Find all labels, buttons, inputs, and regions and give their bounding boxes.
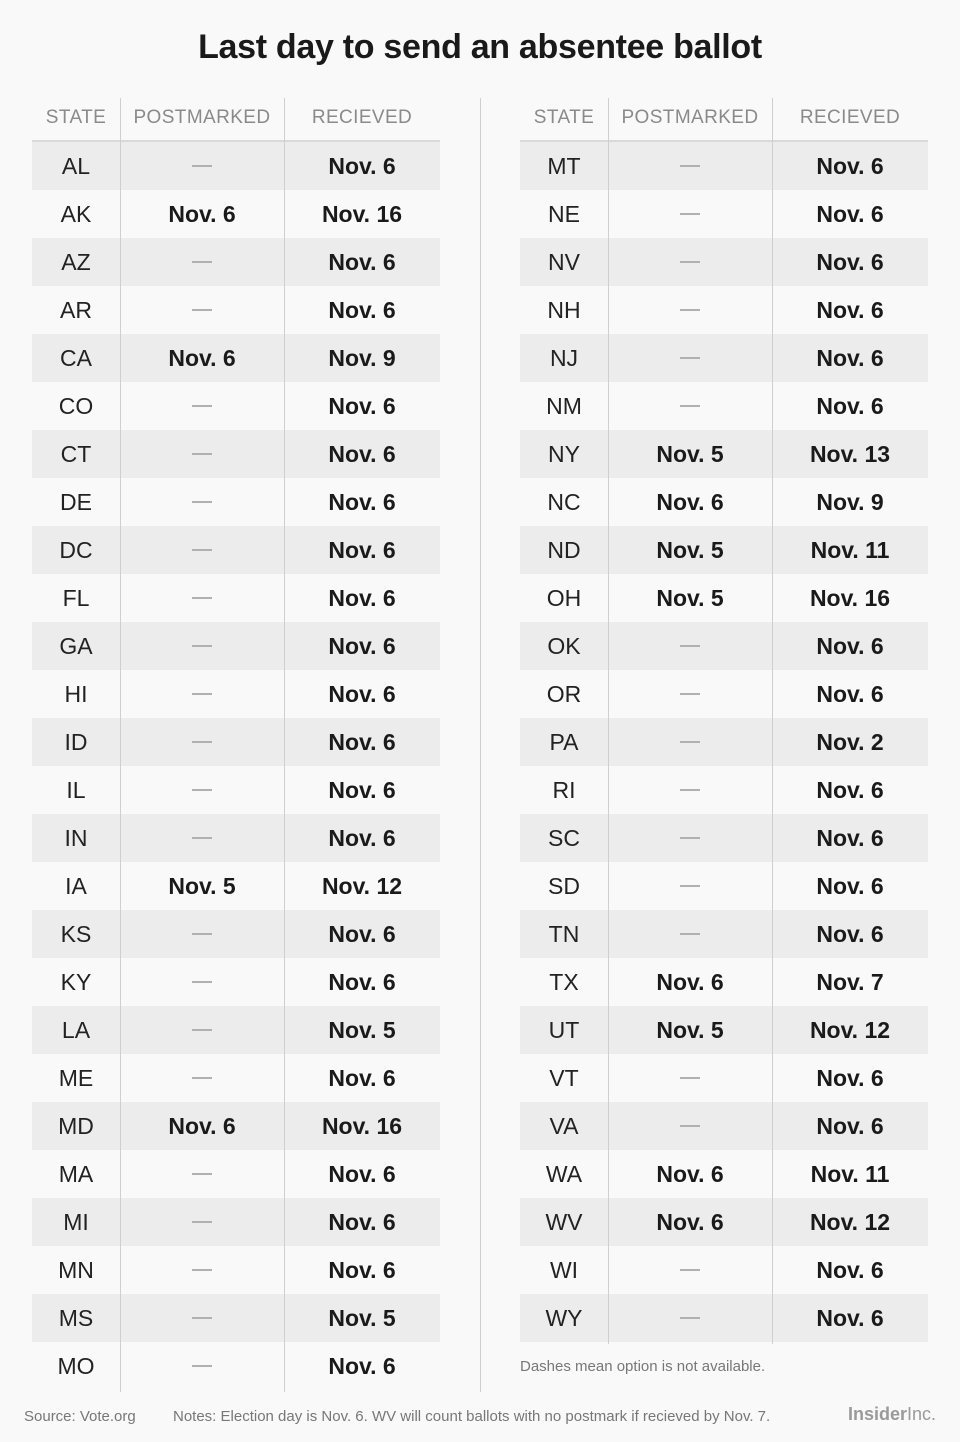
dash-mark — [680, 405, 700, 407]
table-row — [32, 1150, 440, 1198]
postmarked-cell — [120, 238, 284, 286]
received-cell: Nov. 6 — [328, 1160, 396, 1187]
postmarked-cell: Nov. 6 — [168, 1112, 236, 1139]
received-cell: Nov. 6 — [816, 248, 884, 275]
state-cell: UT — [548, 1016, 580, 1043]
state-cell: CO — [58, 392, 94, 419]
table-row — [520, 1102, 928, 1150]
table-row — [520, 142, 928, 190]
table-row — [32, 1342, 440, 1390]
received-cell: Nov. 6 — [816, 1064, 884, 1091]
received-cell: Nov. 6 — [816, 344, 884, 371]
state-cell: WV — [545, 1208, 583, 1235]
state-cell: ND — [547, 536, 581, 563]
table-row — [520, 478, 928, 526]
column-divider — [284, 98, 285, 1392]
state-cell: MS — [58, 1304, 94, 1331]
dash-mark — [192, 1029, 212, 1031]
state-cell: WY — [545, 1304, 583, 1331]
received-cell: Nov. 6 — [328, 1256, 396, 1283]
received-cell: Nov. 12 — [809, 1016, 891, 1043]
postmarked-cell: Nov. 6 — [656, 1160, 724, 1187]
dash-mark — [192, 837, 212, 839]
dash-mark — [680, 1077, 700, 1079]
table-row — [32, 1294, 440, 1342]
postmarked-cell — [608, 1102, 772, 1150]
postmarked-cell: Nov. 5 — [656, 536, 724, 563]
state-cell: SD — [548, 872, 580, 899]
table-row — [520, 190, 928, 238]
table-row — [32, 526, 440, 574]
dash-mark — [192, 1077, 212, 1079]
postmarked-cell — [120, 622, 284, 670]
table-row — [32, 910, 440, 958]
received-cell: Nov. 6 — [328, 488, 396, 515]
notes-text: Notes: Election day is Nov. 6. WV will count ballots with no postmark if recieved by Nov. 7. — [173, 1408, 771, 1425]
column-divider — [120, 98, 121, 1392]
received-cell: Nov. 6 — [328, 584, 396, 611]
state-cell: NE — [548, 200, 580, 227]
dash-mark — [192, 933, 212, 935]
state-cell: NH — [547, 296, 581, 323]
table-right — [520, 96, 928, 1342]
dash-mark — [680, 1317, 700, 1319]
postmarked-cell: Nov. 6 — [168, 200, 236, 227]
dash-mark — [192, 165, 212, 167]
postmarked-cell: Nov. 5 — [656, 1016, 724, 1043]
dash-mark — [192, 645, 212, 647]
dash-mark — [192, 1317, 212, 1319]
table-row — [32, 814, 440, 862]
table-row — [520, 718, 928, 766]
postmarked-cell — [120, 526, 284, 574]
table-row — [32, 862, 440, 910]
postmarked-cell — [120, 1006, 284, 1054]
table-row — [32, 142, 440, 190]
received-cell: Nov. 6 — [816, 152, 884, 179]
postmarked-cell: Nov. 5 — [656, 584, 724, 611]
postmarked-cell — [608, 286, 772, 334]
table-row — [520, 382, 928, 430]
dash-mark — [192, 1221, 212, 1223]
state-cell: NJ — [549, 344, 579, 371]
dash-mark — [192, 693, 212, 695]
table-row — [520, 766, 928, 814]
dash-mark — [680, 645, 700, 647]
dash-mark — [192, 405, 212, 407]
column-divider — [608, 98, 609, 1344]
dashes-note: Dashes mean option is not available. — [520, 1358, 766, 1375]
state-cell: VT — [549, 1064, 579, 1091]
dash-mark — [680, 885, 700, 887]
table-row — [32, 1102, 440, 1150]
table-row — [32, 958, 440, 1006]
state-cell: ID — [64, 728, 88, 755]
state-cell: MT — [547, 152, 581, 179]
received-cell: Nov. 9 — [816, 488, 884, 515]
dash-mark — [192, 501, 212, 503]
table-row — [32, 574, 440, 622]
state-cell: MA — [58, 1160, 94, 1187]
dash-mark — [192, 549, 212, 551]
state-cell: MO — [57, 1352, 95, 1379]
brand-suffix: Inc. — [906, 1404, 936, 1424]
postmarked-cell — [608, 142, 772, 190]
header-received: RECIEVED — [799, 107, 901, 128]
received-cell: Nov. 6 — [816, 824, 884, 851]
dash-mark — [680, 309, 700, 311]
received-cell: Nov. 6 — [328, 632, 396, 659]
received-cell: Nov. 6 — [816, 680, 884, 707]
received-cell: Nov. 12 — [321, 872, 403, 899]
postmarked-cell — [608, 334, 772, 382]
table-row — [32, 382, 440, 430]
state-cell: VA — [549, 1112, 579, 1139]
table-row — [520, 1150, 928, 1198]
table-row — [520, 526, 928, 574]
dash-mark — [680, 261, 700, 263]
received-cell: Nov. 6 — [328, 1208, 396, 1235]
state-cell: MD — [58, 1112, 94, 1139]
state-cell: MI — [63, 1208, 89, 1235]
state-cell: PA — [549, 728, 579, 755]
table-row — [32, 478, 440, 526]
postmarked-cell — [120, 1198, 284, 1246]
state-cell: KY — [60, 968, 92, 995]
received-cell: Nov. 6 — [816, 872, 884, 899]
header-received: RECIEVED — [311, 107, 413, 128]
table-row — [520, 862, 928, 910]
header-state: STATE — [45, 107, 107, 128]
table-row — [520, 910, 928, 958]
header-state: STATE — [533, 107, 595, 128]
table-row — [32, 718, 440, 766]
state-cell: WA — [545, 1160, 583, 1187]
postmarked-cell: Nov. 5 — [168, 872, 236, 899]
received-cell: Nov. 6 — [328, 392, 396, 419]
postmarked-cell — [608, 766, 772, 814]
brand-name: Insider — [847, 1404, 907, 1424]
header-postmarked: POSTMARKED — [621, 107, 759, 128]
table-header — [32, 96, 440, 140]
postmarked-cell — [608, 814, 772, 862]
dash-mark — [680, 933, 700, 935]
state-cell: WI — [549, 1256, 579, 1283]
postmarked-cell — [608, 238, 772, 286]
dash-mark — [680, 837, 700, 839]
state-cell: NM — [546, 392, 582, 419]
dash-mark — [192, 1365, 212, 1367]
dash-mark — [192, 789, 212, 791]
state-cell: IL — [66, 776, 86, 803]
table-row — [520, 1294, 928, 1342]
postmarked-cell — [608, 862, 772, 910]
dash-mark — [192, 261, 212, 263]
received-cell: Nov. 16 — [321, 200, 403, 227]
dash-mark — [680, 789, 700, 791]
table-row — [32, 334, 440, 382]
brand-logo — [848, 1404, 936, 1425]
state-cell: OK — [547, 632, 581, 659]
received-cell: Nov. 6 — [328, 248, 396, 275]
postmarked-cell — [120, 478, 284, 526]
postmarked-cell — [120, 670, 284, 718]
received-cell: Nov. 16 — [809, 584, 891, 611]
received-cell: Nov. 6 — [816, 1304, 884, 1331]
postmarked-cell — [120, 814, 284, 862]
dash-mark — [192, 1269, 212, 1271]
postmarked-cell — [120, 1246, 284, 1294]
received-cell: Nov. 6 — [816, 920, 884, 947]
dash-mark — [680, 1269, 700, 1271]
table-row — [32, 190, 440, 238]
header-postmarked: POSTMARKED — [133, 107, 271, 128]
dash-mark — [680, 357, 700, 359]
received-cell: Nov. 12 — [809, 1208, 891, 1235]
received-cell: Nov. 6 — [328, 920, 396, 947]
postmarked-cell — [120, 1150, 284, 1198]
state-cell: HI — [64, 680, 88, 707]
state-cell: LA — [61, 1016, 91, 1043]
postmarked-cell — [120, 430, 284, 478]
dash-mark — [680, 741, 700, 743]
table-row — [520, 1006, 928, 1054]
received-cell: Nov. 6 — [328, 536, 396, 563]
table-row — [32, 1198, 440, 1246]
state-cell: DC — [59, 536, 93, 563]
table-row — [520, 958, 928, 1006]
postmarked-cell — [120, 910, 284, 958]
column-divider — [772, 98, 773, 1344]
table-row — [520, 286, 928, 334]
received-cell: Nov. 5 — [328, 1016, 396, 1043]
dash-mark — [192, 309, 212, 311]
state-cell: TN — [548, 920, 580, 947]
state-cell: AZ — [61, 248, 91, 275]
postmarked-cell: Nov. 5 — [656, 440, 724, 467]
table-body — [520, 142, 928, 1342]
received-cell: Nov. 6 — [328, 1352, 396, 1379]
state-cell: NY — [548, 440, 580, 467]
table-row — [520, 1246, 928, 1294]
postmarked-cell — [120, 382, 284, 430]
table-row — [32, 430, 440, 478]
received-cell: Nov. 13 — [809, 440, 891, 467]
state-cell: DE — [60, 488, 92, 515]
postmarked-cell — [120, 142, 284, 190]
table-row — [520, 814, 928, 862]
postmarked-cell — [608, 622, 772, 670]
table-row — [520, 430, 928, 478]
postmarked-cell: Nov. 6 — [656, 968, 724, 995]
postmarked-cell — [608, 670, 772, 718]
table-row — [32, 238, 440, 286]
received-cell: Nov. 6 — [328, 728, 396, 755]
table-row — [520, 334, 928, 382]
postmarked-cell — [608, 382, 772, 430]
postmarked-cell — [608, 718, 772, 766]
postmarked-cell — [608, 1294, 772, 1342]
dash-mark — [680, 213, 700, 215]
table-row — [520, 670, 928, 718]
dash-mark — [680, 1125, 700, 1127]
table-row — [32, 286, 440, 334]
dash-mark — [192, 597, 212, 599]
table-left — [32, 96, 440, 1390]
postmarked-cell — [120, 286, 284, 334]
state-cell: AR — [60, 296, 92, 323]
received-cell: Nov. 6 — [328, 296, 396, 323]
table-row — [32, 1246, 440, 1294]
table-body — [32, 142, 440, 1390]
postmarked-cell — [608, 1246, 772, 1294]
state-cell: AL — [61, 152, 91, 179]
state-cell: NC — [547, 488, 581, 515]
received-cell: Nov. 6 — [328, 440, 396, 467]
postmarked-cell — [120, 718, 284, 766]
received-cell: Nov. 6 — [328, 1064, 396, 1091]
received-cell: Nov. 11 — [810, 536, 890, 563]
table-row — [32, 670, 440, 718]
chart-title: Last day to send an absentee ballot — [198, 28, 762, 66]
table-row — [32, 1054, 440, 1102]
postmarked-cell — [120, 574, 284, 622]
state-cell: NV — [548, 248, 580, 275]
postmarked-cell — [608, 910, 772, 958]
postmarked-cell: Nov. 6 — [656, 1208, 724, 1235]
state-cell: TX — [549, 968, 579, 995]
postmarked-cell — [120, 958, 284, 1006]
dash-mark — [680, 693, 700, 695]
received-cell: Nov. 6 — [816, 632, 884, 659]
state-cell: OR — [546, 680, 582, 707]
received-cell: Nov. 6 — [816, 776, 884, 803]
table-row — [520, 574, 928, 622]
received-cell: Nov. 6 — [816, 200, 884, 227]
dash-mark — [192, 981, 212, 983]
received-cell: Nov. 6 — [328, 152, 396, 179]
source-note: Source: Vote.org — [24, 1408, 136, 1425]
state-cell: OH — [546, 584, 582, 611]
state-cell: IA — [65, 872, 87, 899]
postmarked-cell: Nov. 6 — [168, 344, 236, 371]
table-row — [520, 238, 928, 286]
received-cell: Nov. 9 — [328, 344, 396, 371]
received-cell: Nov. 6 — [816, 392, 884, 419]
table-header — [520, 96, 928, 140]
dash-mark — [192, 1173, 212, 1175]
dash-mark — [192, 741, 212, 743]
state-cell: RI — [552, 776, 576, 803]
table-row — [32, 622, 440, 670]
dash-mark — [680, 165, 700, 167]
received-cell: Nov. 6 — [328, 968, 396, 995]
postmarked-cell — [120, 1294, 284, 1342]
postmarked-cell — [608, 190, 772, 238]
state-cell: GA — [59, 632, 93, 659]
dash-mark — [192, 453, 212, 455]
table-row — [520, 1054, 928, 1102]
received-cell: Nov. 16 — [321, 1112, 403, 1139]
received-cell: Nov. 6 — [328, 776, 396, 803]
table-row — [520, 1198, 928, 1246]
state-cell: AK — [60, 200, 92, 227]
received-cell: Nov. 2 — [816, 728, 884, 755]
state-cell: ME — [58, 1064, 94, 1091]
postmarked-cell — [608, 1054, 772, 1102]
state-cell: FL — [62, 584, 90, 611]
column-divider — [480, 98, 481, 1392]
state-cell: CA — [60, 344, 92, 371]
postmarked-cell — [120, 1054, 284, 1102]
table-row — [32, 1006, 440, 1054]
received-cell: Nov. 6 — [816, 1112, 884, 1139]
received-cell: Nov. 6 — [328, 680, 396, 707]
postmarked-cell: Nov. 6 — [656, 488, 724, 515]
table-row — [520, 622, 928, 670]
table-row — [32, 766, 440, 814]
received-cell: Nov. 11 — [810, 1160, 890, 1187]
postmarked-cell — [120, 766, 284, 814]
state-cell: IN — [64, 824, 88, 851]
state-cell: SC — [548, 824, 580, 851]
received-cell: Nov. 6 — [328, 824, 396, 851]
received-cell: Nov. 5 — [328, 1304, 396, 1331]
received-cell: Nov. 7 — [816, 968, 884, 995]
received-cell: Nov. 6 — [816, 296, 884, 323]
postmarked-cell — [120, 1342, 284, 1390]
received-cell: Nov. 6 — [816, 1256, 884, 1283]
state-cell: KS — [60, 920, 92, 947]
state-cell: CT — [60, 440, 92, 467]
state-cell: MN — [58, 1256, 94, 1283]
